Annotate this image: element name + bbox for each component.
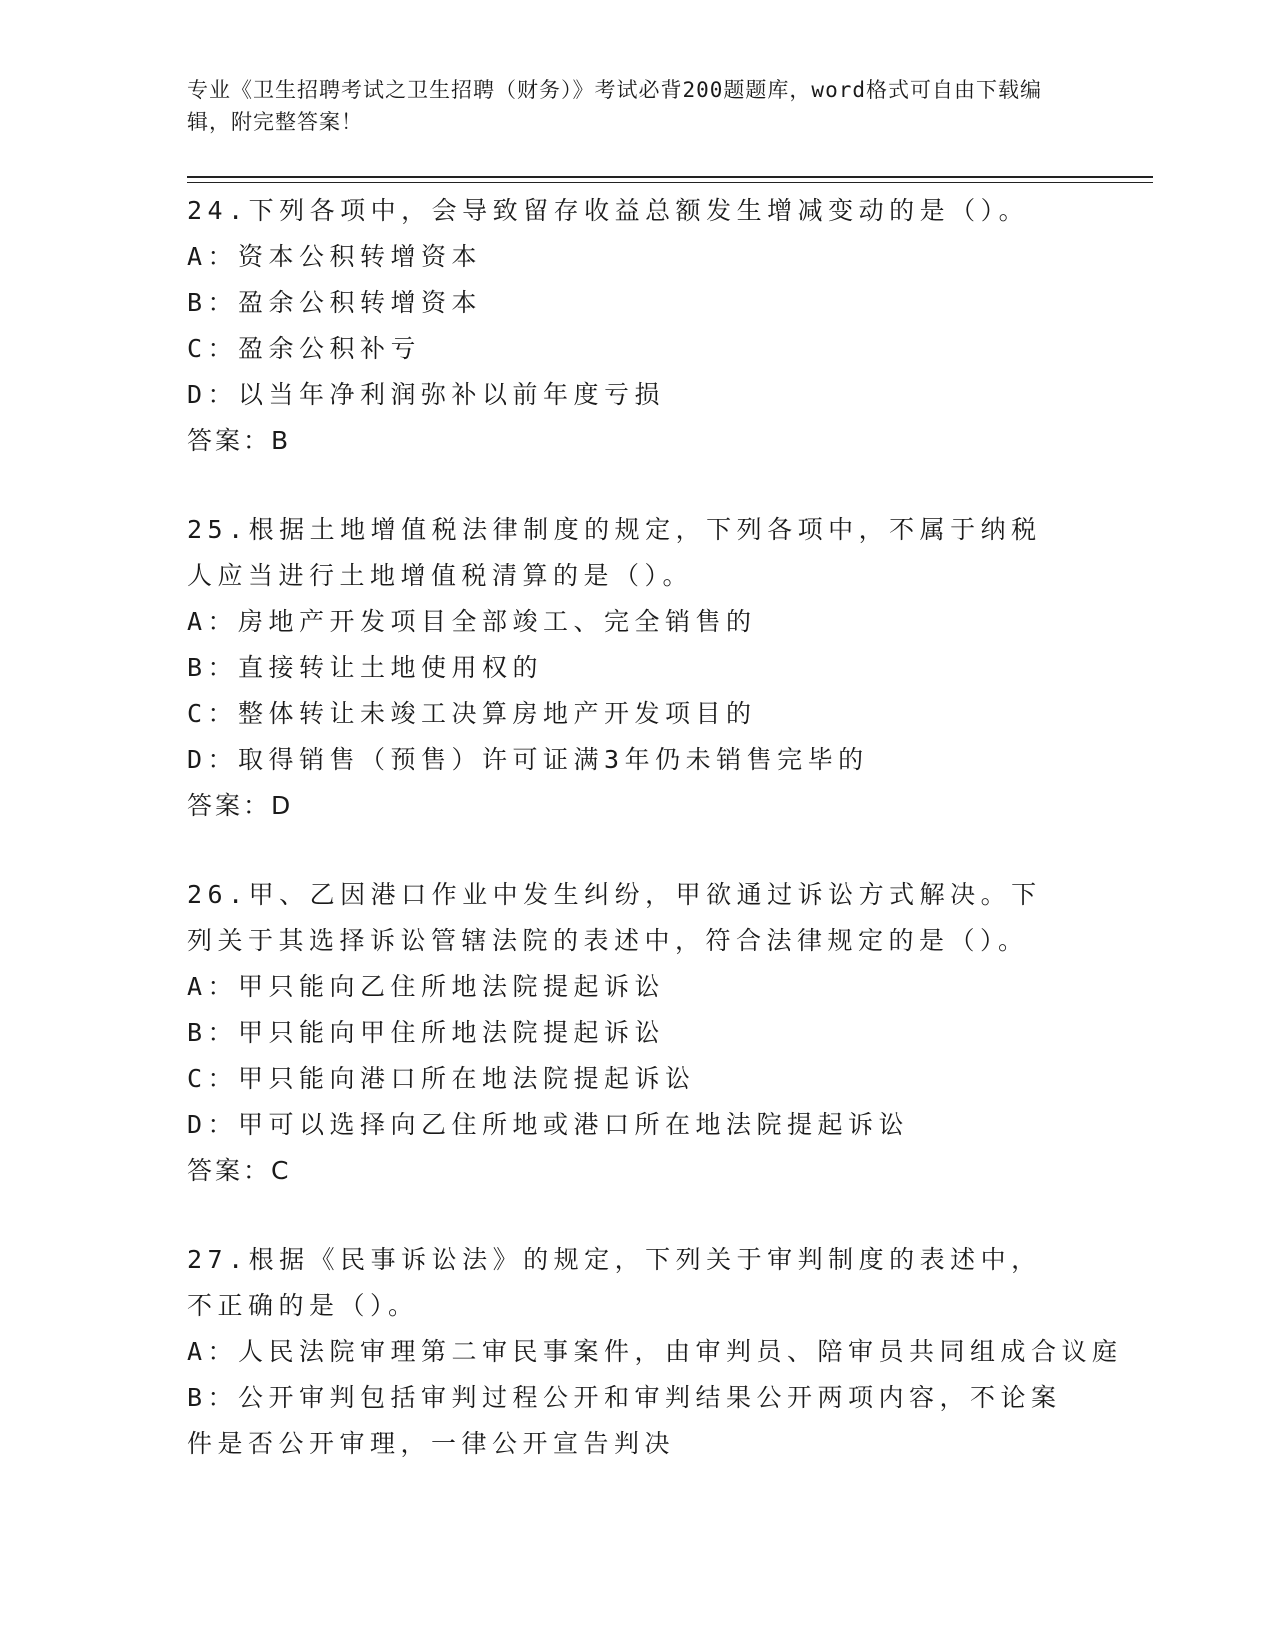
question-stem: 25.根据土地增值税法律制度的规定，下列各项中，不属于纳税人应当进行土地增值税清算的是（）。 <box>187 515 1042 590</box>
option-d: D：甲可以选择向乙住所地或港口所在地法院提起诉讼 <box>187 1110 910 1139</box>
document-header: 专业《卫生招聘考试之卫生招聘（财务）》考试必背200题题库，word格式可自由下载编辑，附完整答案！ <box>187 78 1042 134</box>
option-a: A：人民法院审理第二审民事案件，由审判员、陪审员共同组成合议庭 <box>187 1337 1123 1366</box>
option-d: D：以当年净利润弥补以前年度亏损 <box>187 380 666 409</box>
option-b: B：公开审判包括审判过程公开和审判结果公开两项内容，不论案件是否公开审理，一律公开宣告判决 <box>187 1383 1062 1458</box>
answer: 答案：D <box>187 791 294 820</box>
question-stem: 24.下列各项中，会导致留存收益总额发生增减变动的是（）。 <box>187 196 1030 225</box>
question-stem: 27.根据《民事诉讼法》的规定，下列关于审判制度的表述中，不正确的是（）。 <box>187 1245 1042 1320</box>
option-b: B：甲只能向甲住所地法院提起诉讼 <box>187 1018 666 1047</box>
question-27 <box>187 1237 1123 1467</box>
option-a: A：房地产开发项目全部竣工、完全销售的 <box>187 607 757 636</box>
option-c: C：盈余公积补亏 <box>187 334 422 363</box>
answer: 答案：C <box>187 1156 292 1185</box>
option-c: C：甲只能向港口所在地法院提起诉讼 <box>187 1064 696 1093</box>
option-c: C：整体转让未竣工决算房地产开发项目的 <box>187 699 757 728</box>
answer: 答案：B <box>187 426 292 455</box>
question-stem: 26.甲、乙因港口作业中发生纠纷，甲欲通过诉讼方式解决。下列关于其选择诉讼管辖法院的表述中，符合法律规定的是（）。 <box>187 880 1042 955</box>
option-d: D：取得销售（预售）许可证满3年仍未销售完毕的 <box>187 745 869 774</box>
question-26 <box>187 872 1067 1194</box>
option-a: A：资本公积转增资本 <box>187 242 483 271</box>
option-b: B：直接转让土地使用权的 <box>187 653 544 682</box>
question-24 <box>187 188 1067 464</box>
option-a: A：甲只能向乙住所地法院提起诉讼 <box>187 972 666 1001</box>
header-divider-thin <box>187 182 1153 183</box>
question-25 <box>187 507 1067 829</box>
question-list <box>187 188 1123 1510</box>
option-b: B：盈余公积转增资本 <box>187 288 483 317</box>
header-divider-thick <box>187 176 1153 178</box>
